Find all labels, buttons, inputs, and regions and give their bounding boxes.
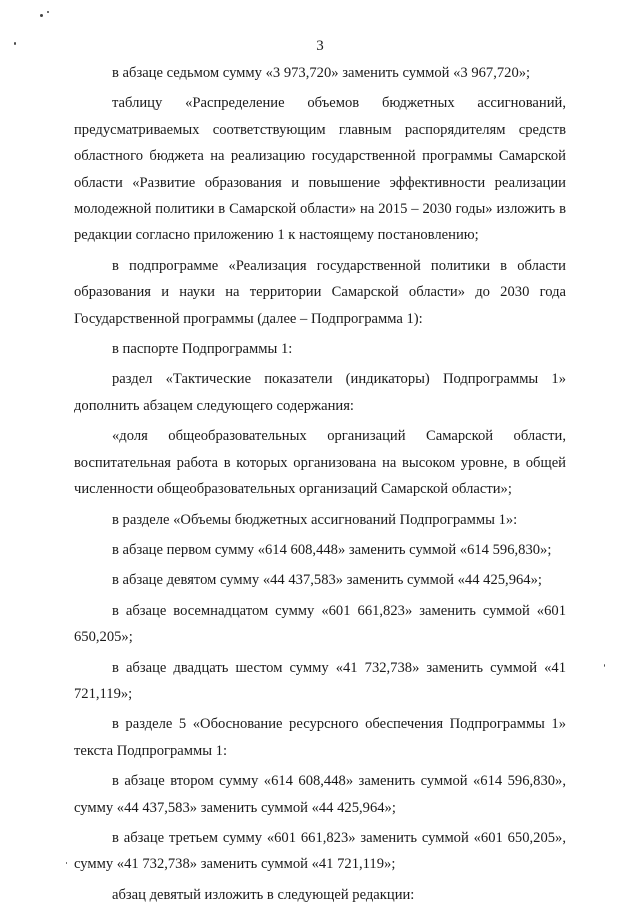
paragraph: в абзаце втором сумму «614 608,448» заменить суммой «614 596,830», сумму «44 437,583» заменить суммой «44 425,964»; — [74, 773, 566, 816]
paragraph: в абзаце восемнадцатом сумму «601 661,823» заменить суммой «601 650,205»; — [74, 602, 566, 646]
paragraph: раздел «Тактические показатели (индикаторы) Подпрограммы 1» дополнить абзацем следующего содержания: — [74, 371, 566, 414]
paragraph: в абзаце двадцать шестом сумму «41 732,738» заменить суммой «41 721,119»; — [74, 659, 566, 702]
scan-speck — [14, 42, 16, 45]
page-number: 3 — [316, 38, 324, 54]
paragraph: в паспорте Подпрограммы 1: — [112, 341, 293, 358]
scan-speck — [47, 11, 49, 13]
paragraph: в подпрограмме «Реализация государственной политики в области образования и науки на территории Самарской области» до 2030 года Государственной программы (далее – Подпрограмма 1): — [74, 257, 566, 327]
document-body — [74, 60, 566, 912]
paragraph: в абзаце девятом сумму «44 437,583» заменить суммой «44 425,964»; — [112, 572, 542, 589]
paragraph: в разделе 5 «Обоснование ресурсного обеспечения Подпрограммы 1» текста Подпрограммы 1: — [74, 716, 566, 759]
paragraph: таблицу «Распределение объемов бюджетных ассигнований, предусматриваемых соответствующим главным распорядителям средств областного бюджета на реализацию государственной программы Самарской области «Развитие образования и повышение эффективности реализации молодежной политики в Самарской области» на 2015 – 2030 годы» изложить в редакции согласно приложению 1 к настоящему постановлению; — [74, 95, 566, 244]
paragraph: в разделе «Объемы бюджетных ассигнований Подпрограммы 1»: — [112, 511, 518, 528]
scan-speck — [604, 664, 605, 667]
paragraph: в абзаце первом сумму «614 608,448» заменить суммой «614 596,830»; — [112, 541, 552, 558]
paragraph: в абзаце третьем сумму «601 661,823» заменить суммой «601 650,205», сумму «41 732,738» заменить суммой «41 721,119»; — [74, 829, 566, 873]
scan-speck — [40, 14, 43, 17]
paragraph: в абзаце седьмом сумму «3 973,720» заменить суммой «3 967,720»; — [112, 65, 531, 81]
paragraph: «доля общеобразовательных организаций Самарской области, воспитательная работа в которых организована на высоком уровне, в общей численности общеобразовательных организаций Самарской области»; — [74, 428, 566, 498]
scan-speck — [66, 862, 67, 864]
paragraph: абзац девятый изложить в следующей редакции: — [112, 886, 415, 903]
